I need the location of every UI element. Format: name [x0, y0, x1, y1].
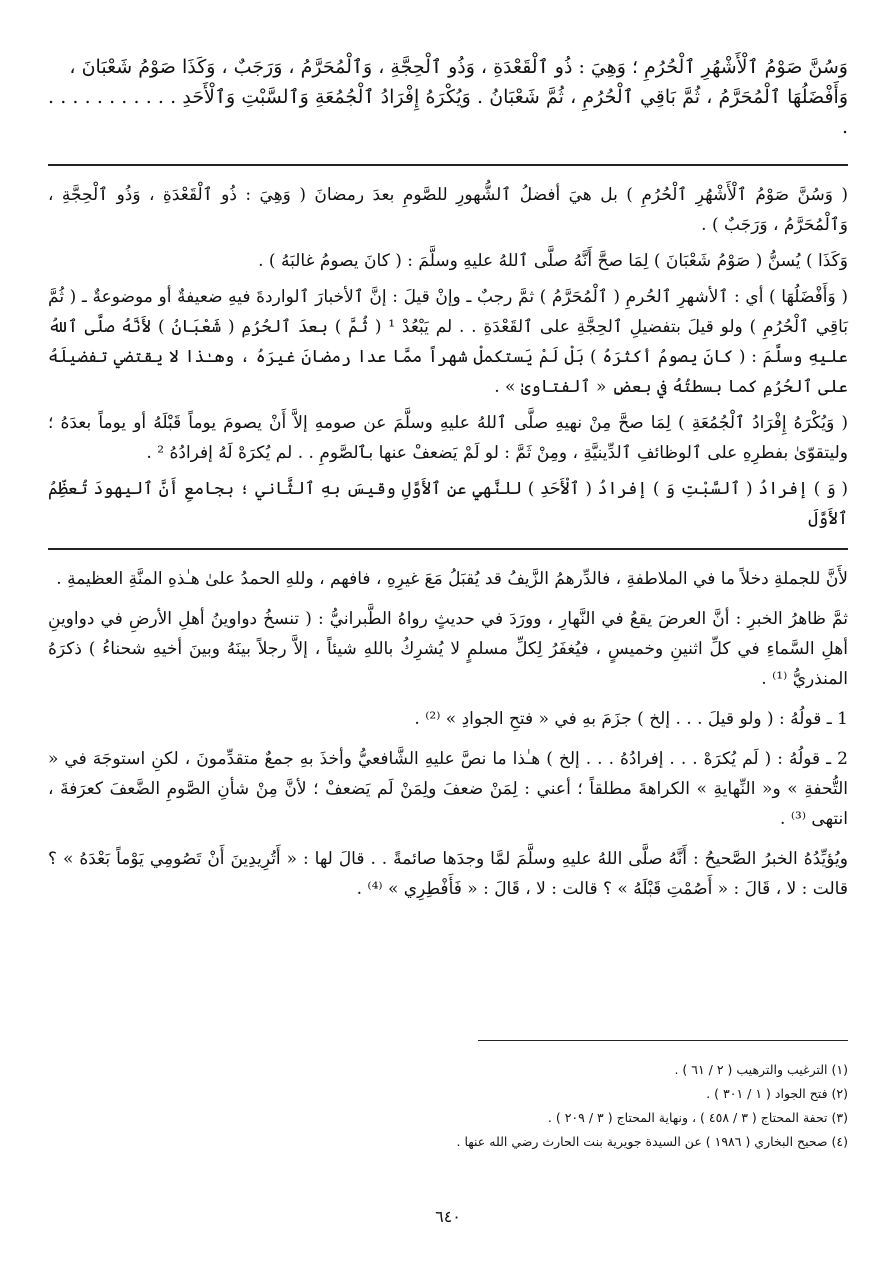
sharh-text	[48, 180, 848, 534]
footnotes	[48, 1058, 848, 1154]
footnote: (١) الترغيب والترهيب ( ٢ / ٦١ ) .	[674, 1062, 848, 1077]
footnote: (٢) فتح الجواد ( ١ / ٣٠١ ) .	[706, 1086, 848, 1101]
sharh-paragraph: وَكَذَا ) يُسنُّ ( صَوْمُ شَعْبَانَ ) لِمَا صحَّ أَنَّهُ صلَّى ٱللهُ عليهِ وسلَّمَ : ( كانَ يصومُ غالبَهُ ) .	[258, 251, 848, 271]
hashiya-paragraph: ثمَّ ظاهرُ الخبرِ : أنَّ العرضَ يقعُ في النَّهارِ ، وورَدَ في حديثٍ رواهُ الطَّبرانيُّ : ( تنسخُ دواوينُ أهلِ الأرضِ في دواوينِ أهلِ السَّماءِ في كلِّ اثنينِ وخميسٍ ، فيُغفَرُ لِكلِّ مسلمٍ لا يُشرِكُ باللهِ شيئاً ، إلاَّ رجلاً بينَهُ وبينَ أخيهِ شحناءُ ) ذكرَهُ المنذريُّ ⁽¹⁾ .	[48, 609, 848, 689]
sharh-paragraph: ( وَسُنَّ صَوْمُ ٱلْأَشْهُرِ ٱلْحُرُمِ ) بل هيَ أفضلُ ٱلشُّهورِ للصَّومِ بعدَ رمضانَ ( وَهِيَ : ذُو ٱلْقَعْدَةِ ، وَذُو ٱلْحِجَّةِ ، وَٱلْمُحَرَّمُ ، وَرَجَبٌ ) .	[48, 185, 848, 235]
sharh-paragraph: ( وَأَفْضَلُهَا ) أي : ٱلأشهرِ ٱلحُرمِ ( ٱلْمُحَرَّمُ ) ثمَّ رجبٌ ـ وإنْ قيلَ : إنَّ ٱلأخبارَ ٱلواردةَ فيهِ ضعيفةٌ أو موضوعةٌ ـ ( ثُمَّ بَاقِي ٱلْحُرُمِ ) ولو قيلَ بتفضيلِ ٱلحِجَّةِ على ٱلقَعْدَةِ . . لم يَبْعُدْ ¹ ( ثُمَّ ) بعدَ ٱلحُرُمِ ( شَعْبَانُ ) لأَنَّهُ صلَّى ٱللهُ عليهِ وسلَّمَ : ( كانَ يصومُ أكثرَهُ ) بَلْ لَمْ يَستكملْ شهراً ممَّا عدا رمضانَ غيرَهُ ، وهـٰذا لا يقتضي تفضيلَهُ على ٱلحُرُمِ كما بسطتُهُ في بعضِ « ٱلفتاوىٰ » .	[48, 287, 848, 397]
footnote: (٤) صحيح البخاري ( ١٩٨٦ ) عن السيدة جويرية بنت الحارث رضي الله عنها .	[456, 1134, 848, 1149]
hashiya-text	[48, 564, 848, 904]
matn-line: وَسُنَّ صَوْمُ ٱلْأَشْهُرِ ٱلْحُرُمِ ؛ وَهِيَ : ذُو ٱلْقَعْدَةِ ، وَذُو ٱلْحِجَّةِ ، وَٱلْمُحَرَّمُ ، وَرَجَبٌ ، وَكَذَا صَوْمُ شَعْبَانَ ،	[69, 56, 848, 78]
hashiya-paragraph: 1 ـ قولُهُ : ( ولو قيلَ . . . إلخ ) جزَمَ بهِ في « فتحِ الجوادِ » ⁽²⁾ .	[414, 709, 848, 729]
hashiya-paragraph: لأَنَّ للجملةِ دخلاً ما في الملاطفةِ ، فالدِّرهمُ الزَّيفُ قد يُقبَلُ مَعَ غيرِهِ ، فافهم ، وللهِ الحمدُ علىٰ هـٰذهِ المنَّةِ العظيمةِ .	[56, 569, 848, 589]
hashiya-paragraph: 2 ـ قولُهُ : ( لَم يُكرَهْ . . . إفرادُهُ . . . إلخ ) هـٰذا ما نصَّ عليهِ الشَّافعيُّ وأخذَ بهِ جمعٌ متقدِّمونَ ، لكنِ استوجَهَ في « التُّحفةِ » و« النِّهايةِ » الكراهةَ مطلقاً ؛ أعني : لِمَنْ ضعفَ ولِمَنْ لَم يَضعفْ ؛ لأنَّ مِنْ شأنِ الصَّومِ الضَّعفَ كعرَفةَ ، انتهى ⁽³⁾ .	[48, 749, 848, 829]
sharh-paragraph: ( وَ ) إفرادُ ( ٱلسَّبْتِ وَ ) إفرادُ ( ٱلْأَحَدِ ) للنَّهيِ عنِ ٱلأَوَّلِ وقيسَ بهِ ٱلثَّاني ؛ بجامعِ أَنَّ ٱليهودَ تُعظِّمُ ٱلأَوَّلَ	[48, 479, 848, 529]
sharh-paragraph: ( وَيُكْرَهُ إِفْرَادُ ٱلْجُمُعَةِ ) لِمَا صحَّ مِنْ نهيهِ صلَّى ٱللهُ عليهِ وسلَّمَ عن صومهِ إلاَّ أَنْ يصومَ يوماً قَبْلَهُ أو يوماً بعدَهُ ؛ وليتقوّىٰ بفطرِهِ على ٱلوظائفِ ٱلدِّينيَّةِ ، ومِنْ ثَمَّ : لو لَمْ يَضعفْ عنها بٱلصَّومِ . . لم يُكرَهْ لَهُ إفرادُهُ ² .	[48, 413, 848, 463]
matn-line: وَأَفْضَلُهَا ٱلْمُحَرَّمُ ، ثُمَّ بَاقِي ٱلْحُرُمِ ، ثُمَّ شَعْبَانُ . وَيُكْرَهُ إِفْرَادُ ٱلْجُمُعَةِ وَٱلسَّبْتِ وَٱلْأَحَدِ . . . . . . . . . . . .	[48, 86, 848, 138]
sharh-divider	[48, 548, 848, 550]
page-body	[48, 52, 848, 914]
hashiya-paragraph: ويُؤيِّدُهُ الخبرُ الصَّحيحُ : أَنَّهُ صلَّى اللهُ عليهِ وسلَّمَ لمَّا وجدَها صائمةً . . قالَ لها : « أَتُرِيدِينَ أَنْ تَصُومِي يَوْماً بَعْدَهُ » ؟ قالت : لا ، قَالَ : « أَصُمْتِ قَبْلَهُ » ؟ قالت : لا ، قَالَ : « فَأَفْطِرِي » ⁽⁴⁾ .	[48, 849, 848, 899]
matn-divider	[48, 164, 848, 166]
matn-text	[48, 52, 848, 142]
footnote-divider	[478, 1040, 848, 1041]
footnote: (٣) تحفة المحتاج ( ٣ / ٤٥٨ ) ، ونهاية المحتاج ( ٣ / ٢٠٩ ) .	[547, 1110, 848, 1125]
page-number: ٦٤٠	[435, 1207, 461, 1226]
